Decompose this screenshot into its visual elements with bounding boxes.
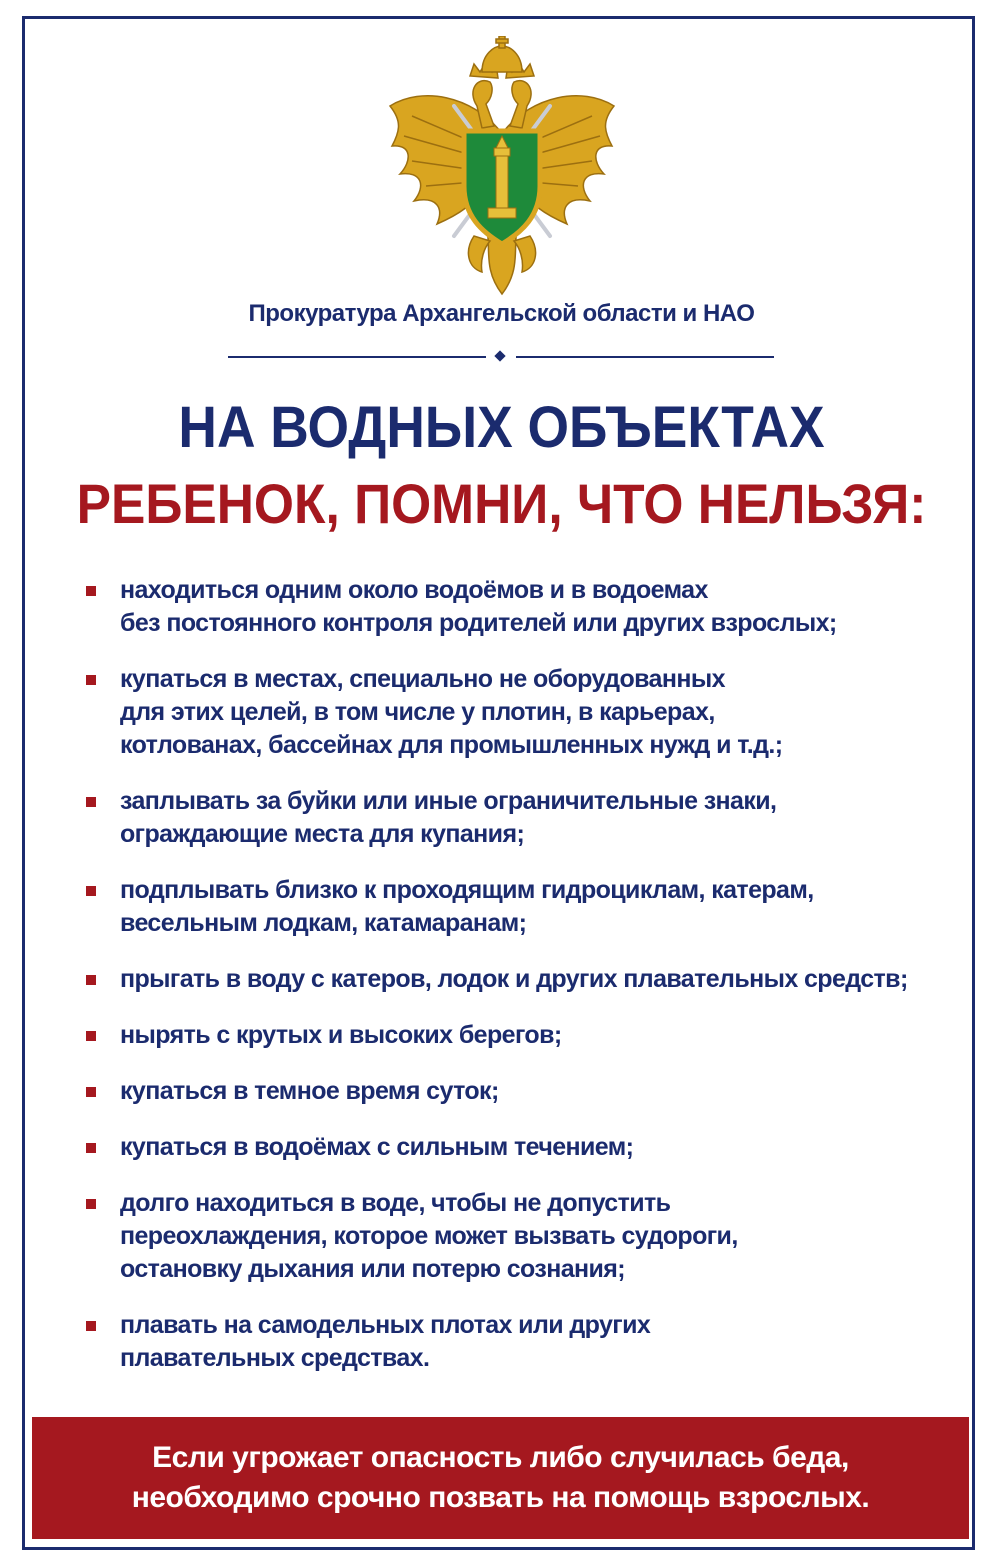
warning-banner-text: Если угрожает опасность либо случилась беда, необходимо срочно позвать на помощь взрослых. (131, 1441, 870, 1514)
square-bullet-icon (86, 1321, 96, 1331)
list-item (82, 574, 952, 640)
rule-text: прыгать в воду с катеров, лодок и других плавательных средств; (120, 965, 908, 993)
list-item (82, 1019, 952, 1052)
square-bullet-icon (86, 586, 96, 596)
list-item (82, 1309, 952, 1375)
square-bullet-icon (86, 886, 96, 896)
square-bullet-icon (86, 1031, 96, 1041)
rule-text: нырять с крутых и высоких берегов; (120, 1021, 562, 1049)
list-item (82, 663, 952, 762)
warning-banner (32, 1417, 969, 1539)
square-bullet-icon (86, 1143, 96, 1153)
rule-text: купаться в местах, специально не оборудованных для этих целей, в том числе у плотин, в карьерах, котлованах, бассейнах для промышленных нужд и т.д.; (120, 665, 783, 759)
list-item (82, 1075, 952, 1108)
list-item (82, 963, 952, 996)
list-item (82, 874, 952, 940)
rule-text: купаться в водоёмах с сильным течением; (120, 1133, 634, 1161)
organization-name: Прокуратура Архангельской области и НАО (248, 300, 755, 327)
header-divider (228, 352, 774, 362)
poster-title: НА ВОДНЫХ ОБЪЕКТАХ (178, 395, 825, 460)
square-bullet-icon (86, 675, 96, 685)
list-item (82, 1187, 952, 1286)
square-bullet-icon (86, 797, 96, 807)
square-bullet-icon (86, 1087, 96, 1097)
rule-text: находиться одним около водоёмов и в водоемах без постоянного контроля родителей или других взрослых; (120, 576, 837, 637)
rules-list (82, 574, 952, 1398)
square-bullet-icon (86, 975, 96, 985)
rule-text: плавать на самодельных плотах или других плавательных средствах. (120, 1311, 651, 1372)
rule-text: долго находиться в воде, чтобы не допустить переохлаждения, которое может вызвать судороги, остановку дыхания или потерю сознания; (120, 1189, 738, 1283)
rule-text: заплывать за буйки или иные ограничительные знаки, ограждающие места для купания; (120, 787, 777, 848)
rule-text: подплывать близко к проходящим гидроциклам, катерам, весельным лодкам, катамаранам; (120, 876, 814, 937)
square-bullet-icon (86, 1199, 96, 1209)
eagle-emblem-icon (382, 36, 622, 296)
rule-text: купаться в темное время суток; (120, 1077, 499, 1105)
diamond-ornament-icon (494, 350, 505, 361)
poster-subtitle: РЕБЕНОК, ПОМНИ, ЧТО НЕЛЬЗЯ: (76, 472, 927, 535)
list-item (82, 1131, 952, 1164)
list-item (82, 785, 952, 851)
